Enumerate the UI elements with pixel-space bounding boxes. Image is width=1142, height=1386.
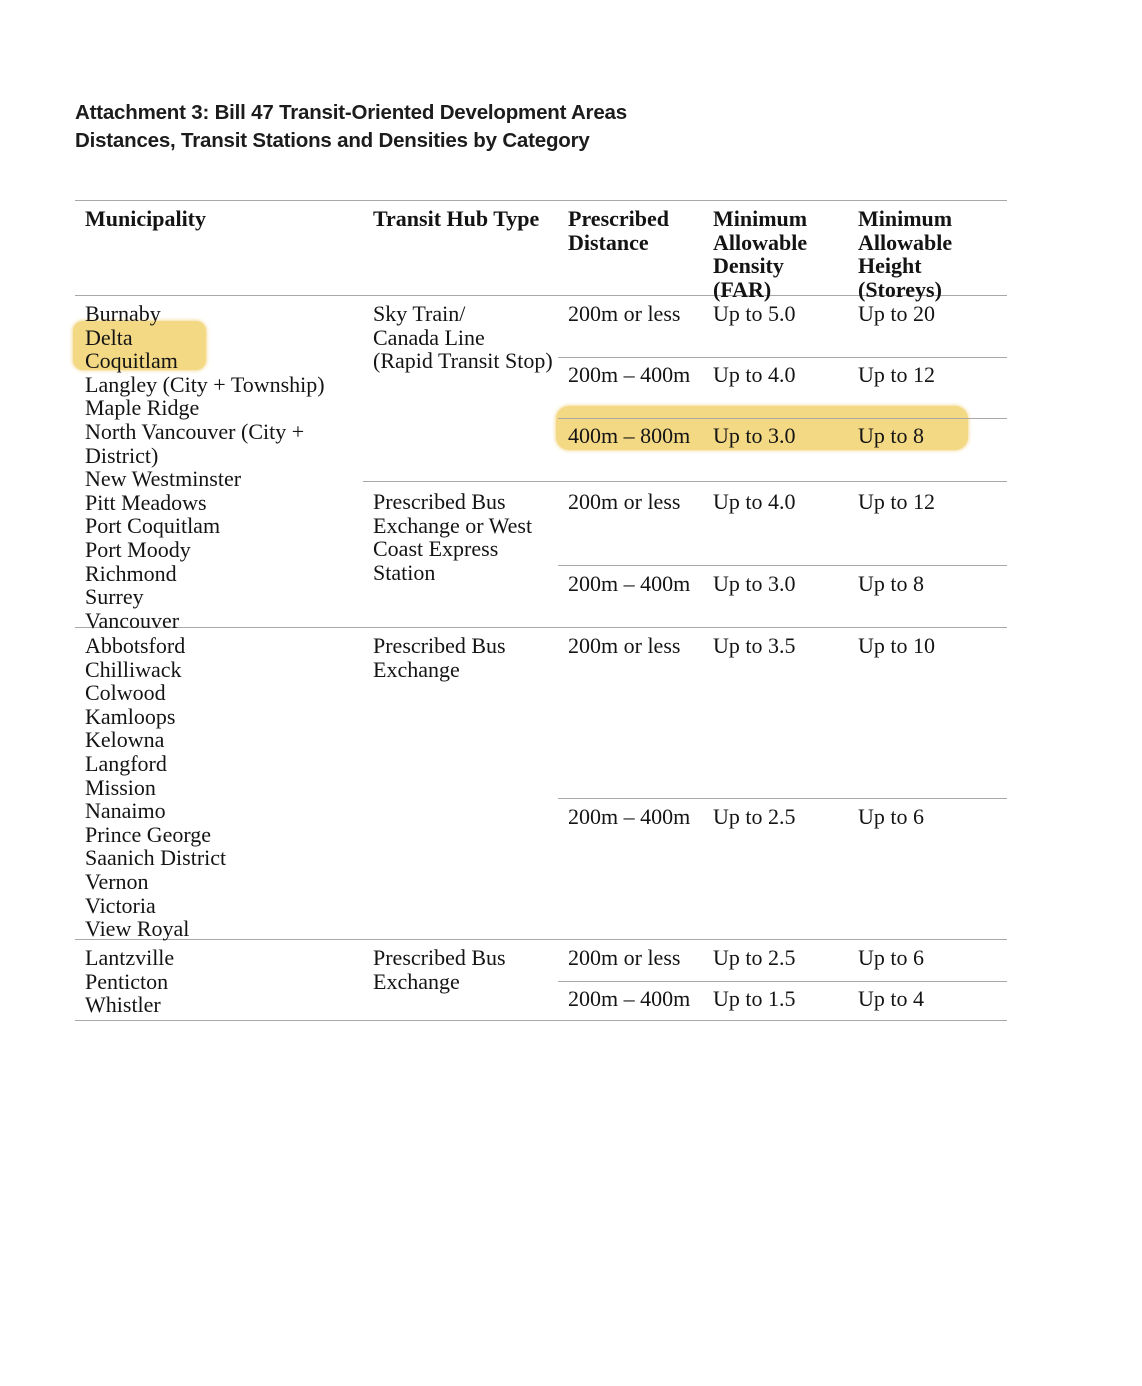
hub-type-line: Exchange xyxy=(373,968,460,994)
municipality: Colwood xyxy=(85,680,166,706)
municipality: Vernon xyxy=(85,868,149,894)
density-value: Up to 4.0 xyxy=(713,489,796,514)
table-rule xyxy=(558,798,1007,799)
height-value: Up to 10 xyxy=(858,633,935,658)
municipality: Nanaimo xyxy=(85,798,166,824)
density-value-highlighted: Up to 3.0 xyxy=(713,423,796,448)
municipality: Lantzville xyxy=(85,945,175,970)
density-value: Up to 2.5 xyxy=(713,945,796,970)
hub-type-line: Prescribed Bus xyxy=(373,633,506,658)
distance-value: 200m or less xyxy=(568,945,681,970)
municipality-list-group-a xyxy=(85,302,337,632)
municipality: Whistler xyxy=(85,992,161,1018)
table-rule xyxy=(558,357,1007,358)
hub-type-sky-train xyxy=(373,302,561,373)
col-header-municipality: Municipality xyxy=(85,206,207,231)
hub-type-line: Sky Train/ xyxy=(373,301,466,326)
distance-value: 200m or less xyxy=(568,633,681,658)
hub-type-line: Coast Express xyxy=(373,536,499,562)
municipality: Langley (City + Township) xyxy=(85,371,325,397)
municipality: Kelowna xyxy=(85,727,165,753)
municipality-list-group-c xyxy=(85,946,337,1017)
density-value: Up to 4.0 xyxy=(713,362,796,387)
height-value: Up to 12 xyxy=(858,362,935,387)
municipality: Surrey xyxy=(85,584,144,610)
municipality: Langford xyxy=(85,750,167,776)
municipality: Pitt Meadows xyxy=(85,489,207,515)
title-line-1: Attachment 3: Bill 47 Transit-Oriented Development Areas xyxy=(75,101,627,124)
municipality: Delta xyxy=(85,324,133,350)
municipality: Port Coquitlam xyxy=(85,513,221,539)
hub-type-line: Exchange xyxy=(373,656,460,682)
col-header-height: Minimum Allowable Height (Storeys) xyxy=(858,206,953,302)
col-header-hub-type: Transit Hub Type xyxy=(373,206,540,231)
col-header-distance: Prescribed Distance xyxy=(568,206,670,255)
municipality: New Westminster xyxy=(85,466,242,492)
hub-type-bus-exchange xyxy=(373,946,561,993)
distance-value: 200m – 400m xyxy=(568,804,691,829)
municipality: Port Moody xyxy=(85,536,191,562)
distance-value: 200m – 400m xyxy=(568,571,691,596)
density-value: Up to 2.5 xyxy=(713,804,796,829)
height-value: Up to 20 xyxy=(858,301,935,326)
tod-areas-table xyxy=(75,200,1007,1022)
density-value: Up to 3.0 xyxy=(713,571,796,596)
municipality: View Royal xyxy=(85,916,190,942)
density-value: Up to 3.5 xyxy=(713,633,796,658)
table-rule-bottom xyxy=(75,1020,1007,1021)
municipality: Chilliwack xyxy=(85,656,182,682)
distance-value: 200m or less xyxy=(568,301,681,326)
hub-type-line: Exchange or West xyxy=(373,512,533,538)
height-value: Up to 6 xyxy=(858,945,924,970)
municipality-list-group-b xyxy=(85,634,337,941)
height-value: Up to 12 xyxy=(858,489,935,514)
hub-type-bus-exchange xyxy=(373,634,561,681)
table-rule xyxy=(558,418,1007,419)
distance-value-highlighted: 400m – 800m xyxy=(568,423,691,448)
municipality: North Vancouver (City + District) xyxy=(85,418,305,468)
table-rule xyxy=(363,481,1007,482)
distance-value: 200m – 400m xyxy=(568,986,691,1011)
document-title xyxy=(75,99,627,155)
municipality: Maple Ridge xyxy=(85,395,200,421)
table-rule xyxy=(558,981,1007,982)
height-value: Up to 4 xyxy=(858,986,924,1011)
municipality: Abbotsford xyxy=(85,633,186,658)
hub-type-line: (Rapid Transit Stop) xyxy=(373,348,553,374)
hub-type-line: Prescribed Bus xyxy=(373,945,506,970)
height-value: Up to 6 xyxy=(858,804,924,829)
height-value: Up to 8 xyxy=(858,571,924,596)
table-rule xyxy=(558,565,1007,566)
distance-value: 200m or less xyxy=(568,489,681,514)
title-line-2: Distances, Transit Stations and Densities by Category xyxy=(75,129,590,152)
col-header-density: Minimum Allowable Density (FAR) xyxy=(713,206,808,302)
municipality: Vancouver xyxy=(85,607,180,633)
hub-type-bus-west-coast xyxy=(373,490,561,584)
municipality: Prince George xyxy=(85,821,212,847)
municipality: Burnaby xyxy=(85,301,161,326)
hub-type-line: Station xyxy=(373,559,436,585)
hub-type-line: Prescribed Bus xyxy=(373,489,506,514)
hub-type-line: Canada Line xyxy=(373,324,485,350)
municipality: Mission xyxy=(85,774,156,800)
density-value: Up to 1.5 xyxy=(713,986,796,1011)
height-value-highlighted: Up to 8 xyxy=(858,423,924,448)
municipality: Victoria xyxy=(85,892,156,918)
municipality: Kamloops xyxy=(85,703,176,729)
distance-value: 200m – 400m xyxy=(568,362,691,387)
density-value: Up to 5.0 xyxy=(713,301,796,326)
municipality: Saanich District xyxy=(85,845,227,871)
municipality: Coquitlam xyxy=(85,348,178,374)
municipality: Penticton xyxy=(85,968,169,994)
table-rule-top xyxy=(75,200,1007,201)
municipality: Richmond xyxy=(85,560,177,586)
